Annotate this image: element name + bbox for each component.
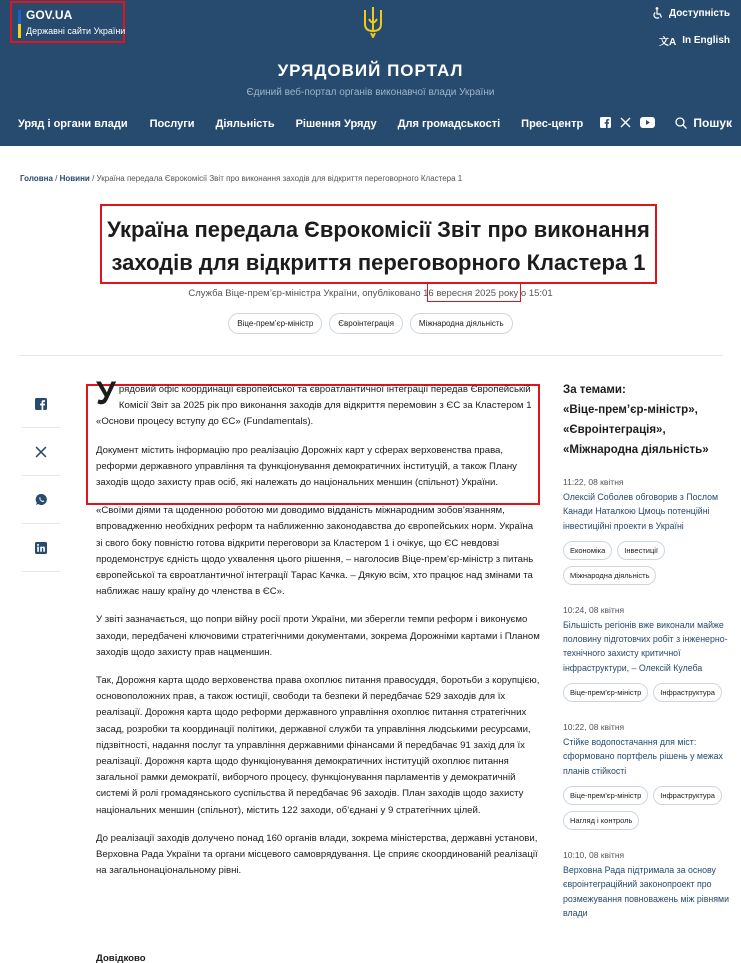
- news-tag[interactable]: Віце-прем’єр-міністр: [563, 683, 648, 702]
- share-x[interactable]: [22, 428, 60, 476]
- news-tags: [563, 786, 731, 830]
- sidebar-heading-prefix: За темами:: [563, 384, 626, 396]
- nav-item-press-center[interactable]: Прес-центр: [521, 118, 584, 130]
- news-time: 11:22, 08 квітня: [563, 477, 624, 487]
- article-paragraph: «Своїми діями та щоденною роботою ми доводимо відданість міжнародним зобов’язанням, впровадженню необхідних реформ та наближенню законодавства до європейських норм. Україна зі свого боку повністю готова відкрити переговори за Кластером 1 і очікує, що ЄС невдовзі продемонструє єдність щодо ухвалення цього рішення, – наголосив Віце-прем’єр-міністр з питань європейської та євроатлантичної інтеграції Тарас Качка. – Дякую всім, хто працює над змінами та наближає нашу країну до членства в ЄС».: [96, 505, 534, 598]
- ukraine-flag-icon: [18, 10, 21, 38]
- social-links: [600, 117, 655, 128]
- whatsapp-icon: [35, 493, 48, 506]
- gov-ua-logo[interactable]: [10, 1, 125, 43]
- tag-vice-pm[interactable]: Віце-прем’єр-міністр: [228, 313, 322, 334]
- news-tag[interactable]: Нагляд і контроль: [563, 811, 639, 830]
- nav-item-services[interactable]: Послуги: [149, 118, 195, 130]
- facebook-icon[interactable]: [600, 117, 611, 128]
- news-item: [563, 605, 733, 702]
- reference-heading: Довідково: [96, 953, 146, 963]
- breadcrumb-current: Україна передала Єврокомісії Звіт про виконання заходів для відкриття переговорного Кластера 1: [96, 174, 463, 183]
- breadcrumb-separator: /: [55, 174, 60, 183]
- main-nav: [18, 118, 583, 130]
- language-label: In English: [682, 35, 730, 46]
- article-paragraph: Урядовий офіс координації європейської та євроатлантичної інтеграції передав Європейській Комісії Звіт за 2025 рік про виконання заходів для відкриття перемовин з ЄС за Кластером 1 «Основи процесу вступу до ЄС» (Fundamentals).: [96, 375, 532, 428]
- share-facebook[interactable]: [22, 380, 60, 428]
- article-body: [96, 375, 541, 891]
- article-paragraph: Так, Дорожня карта щодо верховенства права охоплює питання правосуддя, боротьби з корупцією, основоположних прав, а також юстиції, свободи та безпеки й передбачає 529 заходів для їх реалізації. Дорожня карта щодо реформи державного управління охоплює питання стратегічних засад, розробки та координації політики, державної служби та управління людськими ресурсами, підзвітності, надання послуг та управління державними фінансами й передбачає 91 захід для їх реалізації. Дорожня карта щодо функціонування демократичних інституцій охоплює питання загальної рамки демократії, виборчого процесу, функціонування парламентів у демократичній системі й ролі громадянського суспільства й передбачає 96 заходів. План заходів щодо захисту національних меншин (спільнот), містить 122 заходи, об’єднані у 9 стратегічних цілей.: [96, 675, 540, 816]
- x-icon[interactable]: [620, 117, 631, 128]
- portal-title[interactable]: УРЯДОВИЙ ПОРТАЛ: [277, 61, 464, 80]
- news-item: [563, 477, 733, 585]
- news-tag[interactable]: Інфраструктура: [653, 683, 722, 702]
- accessibility-label: Доступність: [669, 7, 730, 19]
- article-paragraph: До реалізації заходів долучено понад 160 органів влади, зокрема міністерства, державні установи, Верховна Рада України та органи місцевого самоврядування. Це сприяє скоординованій реалізації на загальнонаціональному рівні.: [96, 832, 538, 877]
- news-item: [563, 722, 733, 830]
- news-time: 10:22, 08 квітня: [563, 722, 625, 733]
- nav-item-activity[interactable]: Діяльність: [215, 118, 275, 130]
- site-header: [0, 0, 741, 146]
- news-tag[interactable]: Міжнародна діяльність: [563, 566, 656, 585]
- trident-icon[interactable]: [362, 6, 384, 38]
- meta-source: Служба Віце-прем’єр-міністра України, опубліковано: [188, 288, 424, 299]
- translate-icon: 文A: [658, 37, 677, 48]
- news-tag[interactable]: Економіка: [563, 541, 612, 560]
- sidebar-heading: [563, 380, 733, 460]
- date-highlight-box: [427, 283, 521, 302]
- news-title-link[interactable]: Стійке водопостачання для міст: сформовано портфель рішень у межах планів стійкості: [563, 737, 723, 776]
- tag-eurointegration[interactable]: Євроінтеграція: [329, 313, 403, 334]
- facebook-icon: [35, 398, 47, 410]
- linkedin-icon: [35, 542, 47, 554]
- news-tags: [563, 683, 731, 702]
- portal-subtitle: Єдиний веб-портал органів виконавчої влади України: [246, 87, 495, 98]
- news-tag[interactable]: Інфраструктура: [653, 786, 722, 805]
- article-meta: [0, 288, 741, 299]
- language-switch[interactable]: [659, 33, 730, 48]
- drop-cap: У: [96, 375, 116, 411]
- gov-ua-title: GOV.UA: [26, 8, 73, 22]
- tag-international[interactable]: Міжнародна діяльність: [410, 313, 513, 334]
- breadcrumb-home[interactable]: Головна: [20, 174, 53, 183]
- share-linkedin[interactable]: [22, 524, 60, 572]
- share-bar: [22, 380, 60, 572]
- search-button[interactable]: [675, 116, 732, 130]
- breadcrumb: [20, 174, 462, 183]
- news-time: 10:10, 08 квітня: [563, 849, 625, 860]
- divider: [18, 355, 723, 356]
- article-tags: [0, 313, 741, 334]
- search-icon: [675, 117, 687, 129]
- article-paragraph: У звіті зазначається, що попри війну росії проти України, ми зберегли темпи реформ і виконуємо заходи, передбачені ключовими стратегічними документами, зокрема Дорожніми картами і Планом заходів щодо захисту прав нацменшин.: [96, 614, 540, 658]
- accessibility-link[interactable]: [652, 7, 730, 19]
- meta-date: 16 вересня 2025 року: [423, 288, 519, 299]
- news-tags: [563, 541, 731, 585]
- article-paragraph: Документ містить інформацію про реалізацію Дорожніх карт у сферах верховенства права, реформи державного управління та функціонування демократичних інституцій, а також Плану заходів щодо захисту прав осіб, які належать до національних меншин (спільнот) України.: [96, 444, 517, 489]
- news-title-link[interactable]: Верховна Рада підтримала за основу євроінтеграційний законопроект про розмежування повноважень між рівнями влади: [563, 864, 729, 918]
- nav-item-public[interactable]: Для громадськості: [397, 118, 501, 130]
- youtube-icon[interactable]: [640, 117, 655, 128]
- page-title: Україна передала Єврокомісії Звіт про виконання заходів для відкриття переговорного Кластера 1: [107, 217, 650, 275]
- news-title-link[interactable]: Більшість регіонів вже виконали майже половину підготовчих робіт з інженерно-технічного захисту критичної інфраструктури, – Олексій Кулеба: [563, 619, 728, 673]
- breadcrumb-separator: /: [92, 174, 97, 183]
- sidebar-heading-topics: «Віце-прем’єр-міністр», «Євроінтеграція», «Міжнародна діяльність»: [563, 404, 709, 456]
- nav-item-government[interactable]: Уряд і органи влади: [18, 118, 128, 130]
- share-whatsapp[interactable]: [22, 476, 60, 524]
- meta-time: о 15:01: [518, 288, 553, 299]
- gov-ua-subtitle: Державні сайти України: [26, 26, 126, 36]
- nav-item-decisions[interactable]: Рішення Уряду: [295, 118, 377, 130]
- x-icon: [35, 446, 47, 458]
- search-label: Пошук: [693, 116, 732, 130]
- news-tag[interactable]: Віце-прем’єр-міністр: [563, 786, 648, 805]
- news-tag[interactable]: Інвестиції: [617, 541, 665, 560]
- wheelchair-icon: [652, 7, 663, 19]
- news-time: 10:24, 08 квітня: [563, 604, 625, 615]
- news-title-link[interactable]: Олексій Соболев обговорив з Послом Канади Наталкою Цмоць потенційні інвестиційні проекти в Україні: [563, 492, 719, 531]
- breadcrumb-news[interactable]: Новини: [59, 174, 90, 183]
- related-sidebar: [563, 380, 733, 940]
- news-item: [563, 850, 733, 920]
